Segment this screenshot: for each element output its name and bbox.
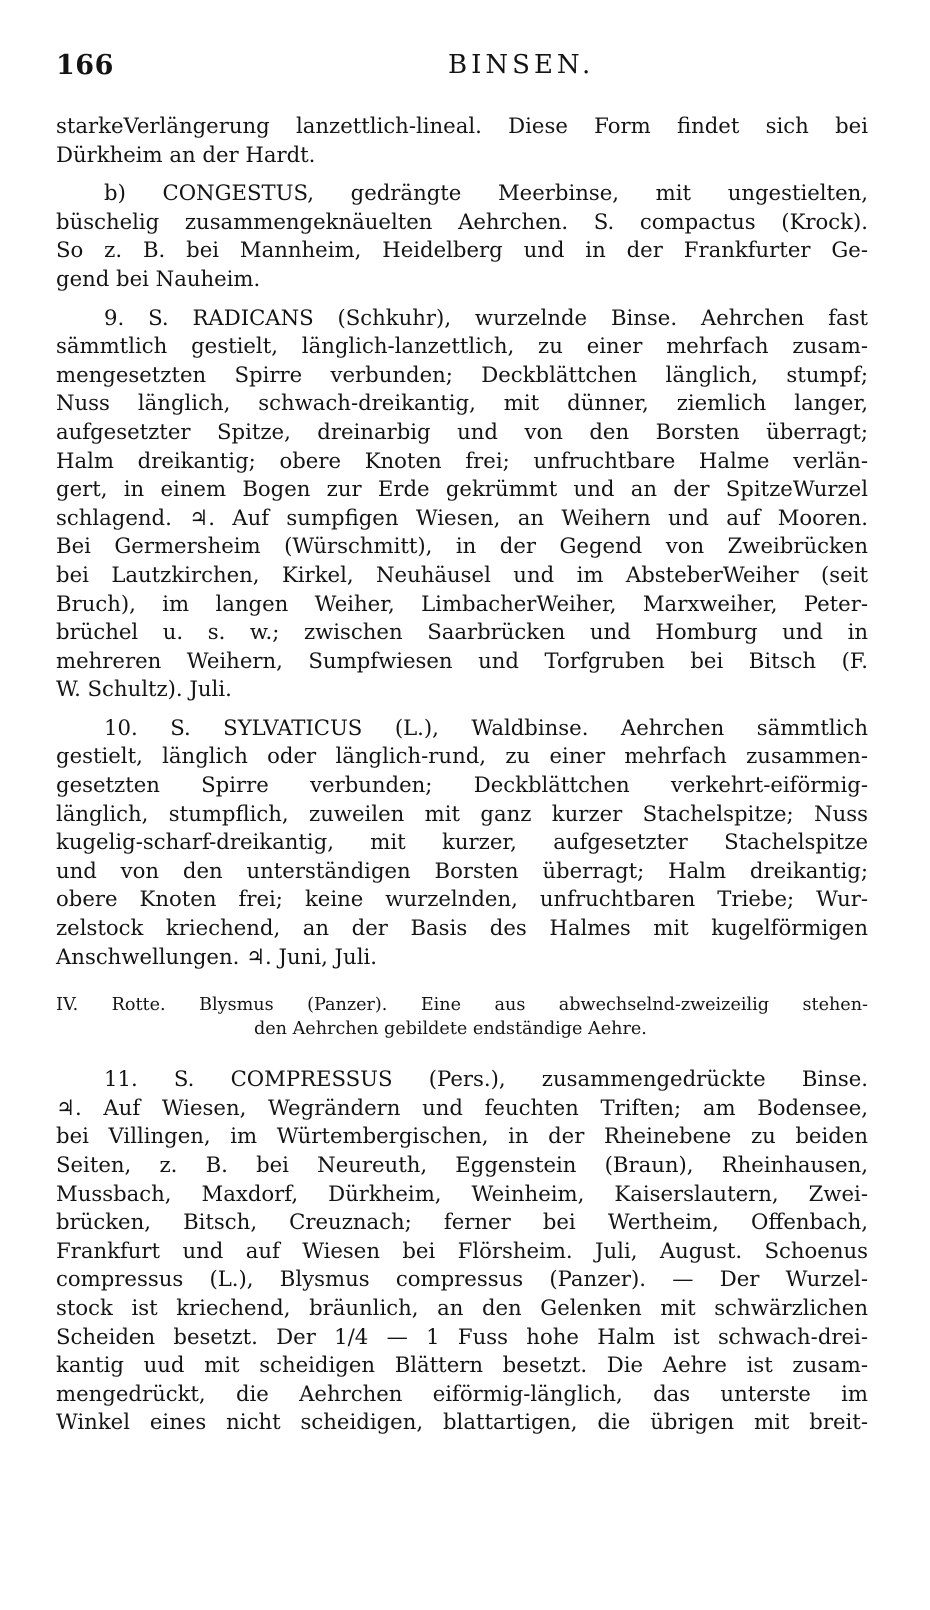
text-line: schlagend. ♃. Auf sumpfigen Wiesen, an Weihern und auf Mooren. <box>56 504 868 530</box>
text-line: aufgesetzter Spitze, dreinarbig und von den Borsten überragt; <box>56 418 868 444</box>
text-line: Mussbach, Maxdorf, Dürkheim, Weinheim, Kaiserslautern, Zwei- <box>56 1180 868 1206</box>
text-line: gesetzten Spirre verbunden; Deckblättchen verkehrt-eiförmig- <box>56 772 868 798</box>
text-line: länglich, stumpflich, zuweilen mit ganz kurzer Stachelspitze; Nuss <box>56 800 868 826</box>
page-number: 166 <box>56 50 114 81</box>
text-line: Dürkheim an der Hardt. <box>56 141 316 167</box>
text-line: mehreren Weihern, Sumpfwiesen und Torfgruben bei Bitsch (F. <box>56 647 868 673</box>
section-heading: IV. Rotte. Blysmus (Panzer). Eine aus abwechselnd-zweizeilig stehen- <box>56 995 868 1016</box>
text-line: sämmtlich gestielt, länglich-lanzettlich, zu einer mehrfach zusam- <box>56 333 868 359</box>
text-line: b) CONGESTUS, gedrängte Meerbinse, mit ungestielten, <box>104 180 868 206</box>
text-line: ♃. Auf Wiesen, Wegrändern und feuchten Triften; am Bodensee, <box>56 1094 868 1120</box>
text-line: starkeVerlängerung lanzettlich-lineal. Diese Form findet sich bei <box>56 113 868 138</box>
running-title: BINSEN. <box>448 50 595 80</box>
text-line: kantig uud mit scheidigen Blättern besetzt. Die Aehre ist zusam- <box>56 1352 868 1378</box>
text-line: büschelig zusammengeknäuelten Aehrchen. S. compactus (Krock). <box>56 208 868 234</box>
text-line: und von den unterständigen Borsten überragt; Halm dreikantig; <box>56 857 868 883</box>
text-line: 9. S. RADICANS (Schkuhr), wurzelnde Binse. Aehrchen fast <box>104 304 868 330</box>
text-line: gestielt, länglich oder länglich-rund, zu einer mehrfach zusammen- <box>56 743 868 769</box>
text-line: Halm dreikantig; obere Knoten frei; unfruchtbare Halme verlän- <box>56 447 868 473</box>
text-line: bei Villingen, im Würtembergischen, in der Rheinebene zu beiden <box>56 1123 868 1149</box>
text-line: Nuss länglich, schwach-dreikantig, mit dünner, ziemlich langer, <box>56 390 868 416</box>
text-line: 10. S. SYLVATICUS (L.), Waldbinse. Aehrchen sämmtlich <box>104 714 868 740</box>
text-line: stock ist kriechend, bräunlich, an den Gelenken mit schwärzlichen <box>56 1294 868 1320</box>
text-line: Bruch), im langen Weiher, LimbacherWeiher, Marxweiher, Peter- <box>56 590 868 616</box>
text-line: kugelig-scharf-dreikantig, mit kurzer, aufgesetzter Stachelspitze <box>56 829 868 855</box>
text-line: brücken, Bitsch, Creuznach; ferner bei Wertheim, Offenbach, <box>56 1209 868 1235</box>
text-line: mengedrückt, die Aehrchen eiförmig-länglich, das unterste im <box>56 1380 868 1406</box>
text-line: Seiten, z. B. bei Neureuth, Eggenstein (Braun), Rheinhausen, <box>56 1152 868 1177</box>
text-line: 11. S. COMPRESSUS (Pers.), zusammengedrückte Binse. <box>104 1066 868 1092</box>
text-line: Winkel eines nicht scheidigen, blattartigen, die übrigen mit breit- <box>56 1409 868 1435</box>
page-header <box>56 50 871 84</box>
text-line: compressus (L.), Blysmus compressus (Panzer). — Der Wurzel- <box>56 1266 868 1292</box>
page-body <box>56 112 868 1437</box>
text-line: obere Knoten frei; keine wurzelnden, unfruchtbaren Triebe; Wur- <box>56 886 868 912</box>
text-line: gert, in einem Bogen zur Erde gekrümmt und an der SpitzeWurzel <box>56 476 868 502</box>
text-line: mengesetzten Spirre verbunden; Deckblättchen länglich, stumpf; <box>56 361 868 387</box>
text-line: W. Schultz). Juli. <box>56 676 232 702</box>
text-line: Anschwellungen. ♃. Juni, Juli. <box>56 943 377 969</box>
text-line: brüchel u. s. w.; zwischen Saarbrücken und Homburg und in <box>56 619 868 645</box>
text-line: Scheiden besetzt. Der 1/4 — 1 Fuss hohe Halm ist schwach-drei- <box>56 1323 868 1349</box>
text-line: gend bei Nauheim. <box>56 265 261 291</box>
text-line: bei Lautzkirchen, Kirkel, Neuhäusel und im AbsteberWeiher (seit <box>56 561 868 587</box>
text-line: zelstock kriechend, an der Basis des Halmes mit kugelförmigen <box>56 915 868 941</box>
text-line: Frankfurt und auf Wiesen bei Flörsheim. Juli, August. Schoenus <box>56 1237 868 1263</box>
text-line: Bei Germersheim (Würschmitt), in der Gegend von Zweibrücken <box>56 533 868 559</box>
section-heading: den Aehrchen gebildete endständige Aehre. <box>254 1019 647 1040</box>
text-line: So z. B. bei Mannheim, Heidelberg und in der Frankfurter Ge- <box>56 237 868 263</box>
